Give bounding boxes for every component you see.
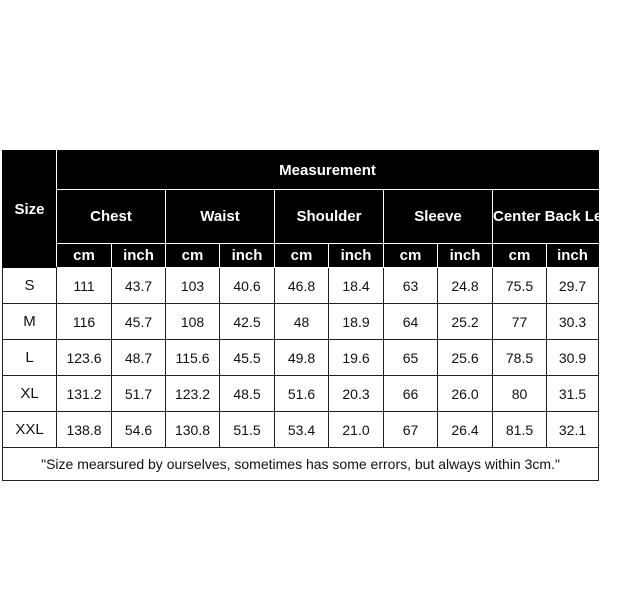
table-cell: 32.1 xyxy=(547,412,599,448)
table-cell: 123.6 xyxy=(57,340,112,376)
unit-header: inch xyxy=(438,244,493,268)
table-cell: 46.8 xyxy=(275,268,329,304)
unit-header: inch xyxy=(547,244,599,268)
unit-header: cm xyxy=(166,244,220,268)
table-cell: 18.4 xyxy=(329,268,384,304)
size-label: M xyxy=(3,304,57,340)
table-cell: 45.7 xyxy=(112,304,166,340)
table-cell: 19.6 xyxy=(329,340,384,376)
table-cell: 78.5 xyxy=(493,340,547,376)
table-cell: 42.5 xyxy=(220,304,275,340)
table-cell: 63 xyxy=(384,268,438,304)
table-cell: 25.2 xyxy=(438,304,493,340)
size-table xyxy=(2,150,635,481)
size-header: Size xyxy=(3,151,57,268)
table-cell: 131.2 xyxy=(57,376,112,412)
table-cell: 65 xyxy=(384,340,438,376)
unit-header: cm xyxy=(493,244,547,268)
table-cell: 26.4 xyxy=(438,412,493,448)
table-cell: 77 xyxy=(493,304,547,340)
table-cell: 138.8 xyxy=(57,412,112,448)
unit-header: cm xyxy=(275,244,329,268)
unit-header: inch xyxy=(220,244,275,268)
table-cell: 116 xyxy=(57,304,112,340)
table-cell: 48 xyxy=(275,304,329,340)
table-cell: 80 xyxy=(493,376,547,412)
unit-header: inch xyxy=(329,244,384,268)
chest-header: Chest xyxy=(57,190,166,244)
table-cell: 48.5 xyxy=(220,376,275,412)
unit-header: cm xyxy=(57,244,112,268)
table-cell: 49.8 xyxy=(275,340,329,376)
measurement-header: Measurement xyxy=(57,151,599,190)
table-cell: 108 xyxy=(166,304,220,340)
table-cell: 64 xyxy=(384,304,438,340)
size-chart xyxy=(2,150,635,481)
table-cell: 103 xyxy=(166,268,220,304)
table-cell: 123.2 xyxy=(166,376,220,412)
center-back-length-header: Center Back Length xyxy=(493,190,599,244)
table-cell: 31.5 xyxy=(547,376,599,412)
table-cell: 115.6 xyxy=(166,340,220,376)
table-cell: 51.6 xyxy=(275,376,329,412)
table-cell: 18.9 xyxy=(329,304,384,340)
sleeve-header: Sleeve xyxy=(384,190,493,244)
table-cell: 53.4 xyxy=(275,412,329,448)
table-cell: 29.7 xyxy=(547,268,599,304)
table-row xyxy=(3,304,599,340)
table-cell: 67 xyxy=(384,412,438,448)
table-cell: 81.5 xyxy=(493,412,547,448)
table-cell: 43.7 xyxy=(112,268,166,304)
unit-header: cm xyxy=(384,244,438,268)
table-cell: 45.5 xyxy=(220,340,275,376)
size-label: L xyxy=(3,340,57,376)
table-cell: 111 xyxy=(57,268,112,304)
size-note: "Size mearsured by ourselves, sometimes has some errors, but always within 3cm." xyxy=(3,448,599,481)
table-cell: 20.3 xyxy=(329,376,384,412)
table-cell: 48.7 xyxy=(112,340,166,376)
table-cell: 66 xyxy=(384,376,438,412)
table-cell: 25.6 xyxy=(438,340,493,376)
table-cell: 21.0 xyxy=(329,412,384,448)
table-cell: 26.0 xyxy=(438,376,493,412)
table-cell: 30.9 xyxy=(547,340,599,376)
size-label: XXL xyxy=(3,412,57,448)
table-cell: 40.6 xyxy=(220,268,275,304)
table-cell: 75.5 xyxy=(493,268,547,304)
table-cell: 130.8 xyxy=(166,412,220,448)
shoulder-header: Shoulder xyxy=(275,190,384,244)
table-cell: 54.6 xyxy=(112,412,166,448)
table-row xyxy=(3,376,599,412)
table-cell: 51.7 xyxy=(112,376,166,412)
table-cell: 30.3 xyxy=(547,304,599,340)
table-row xyxy=(3,340,599,376)
waist-header: Waist xyxy=(166,190,275,244)
unit-header: inch xyxy=(112,244,166,268)
size-label: S xyxy=(3,268,57,304)
table-row xyxy=(3,268,599,304)
table-cell: 51.5 xyxy=(220,412,275,448)
size-label: XL xyxy=(3,376,57,412)
table-cell: 24.8 xyxy=(438,268,493,304)
table-row xyxy=(3,412,599,448)
